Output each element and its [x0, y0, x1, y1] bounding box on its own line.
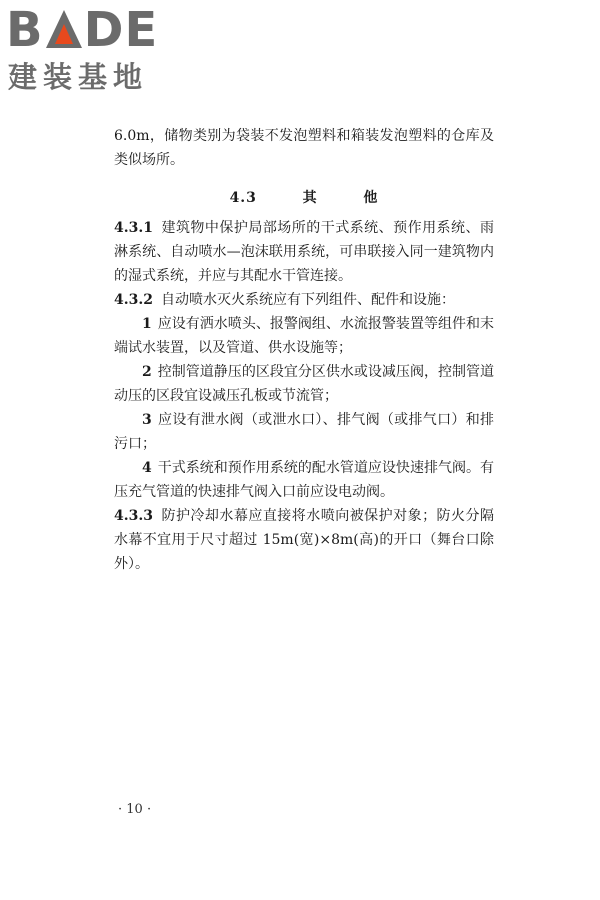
- clause-number: 4.3.3: [114, 508, 153, 524]
- clause-number: 4.3.1: [114, 220, 153, 236]
- clause-4-3-2: [114, 288, 494, 312]
- clause-number: 4.3.2: [114, 292, 153, 308]
- item-number: 2: [142, 364, 152, 380]
- item-number: 1: [142, 316, 152, 332]
- clause-item-3: [114, 408, 494, 456]
- item-text: 应设有泄水阀（或泄水口）、排气阀（或排气口）和排污口；: [114, 412, 494, 452]
- page-number: · 10 ·: [118, 802, 152, 817]
- clause-4-3-3: [114, 504, 494, 576]
- logo-a-triangle-icon: [44, 8, 84, 48]
- item-text: 应设有洒水喷头、报警阀组、水流报警装置等组件和末端试水装置，以及管道、供水设施等；: [114, 316, 494, 356]
- clause-item-2: [114, 360, 494, 408]
- item-number: 4: [142, 460, 152, 476]
- clause-4-3-1: [114, 216, 494, 288]
- clause-text: 自动喷水灭火系统应有下列组件、配件和设施：: [160, 292, 455, 308]
- logo: [6, 4, 182, 94]
- logo-letters-de: DE: [83, 2, 159, 58]
- logo-wordmark: [6, 4, 182, 56]
- logo-letter-a: [44, 8, 84, 46]
- logo-letter-b: B: [6, 2, 44, 58]
- section-heading: [114, 186, 494, 210]
- clause-item-4: [114, 456, 494, 504]
- intro-paragraph: 6.0m，储物类别为袋装不发泡塑料和箱装发泡塑料的仓库及类似场所。: [114, 128, 494, 168]
- item-text: 控制管道静压的区段宜分区供水或设减压阀，控制管道动压的区段宜设减压孔板或节流管；: [114, 364, 494, 404]
- item-number: 3: [142, 412, 152, 428]
- logo-tagline: 建装基地: [8, 60, 149, 94]
- clause-item-1: [114, 312, 494, 360]
- section-number: 4.3: [229, 190, 257, 206]
- section-title-part-1: 其: [302, 190, 318, 206]
- item-text: 干式系统和预作用系统的配水管道应设快速排气阀。有压充气管道的快速排气阀入口前应设电动阀。: [114, 460, 494, 500]
- section-title-part-2: 他: [363, 190, 379, 206]
- clause-text: 建筑物中保护局部场所的干式系统、预作用系统、雨淋系统、自动喷水—泡沫联用系统，可串联接入同一建筑物内的湿式系统，并应与其配水干管连接。: [114, 220, 494, 284]
- clause-text: 防护冷却水幕应直接将水喷向被保护对象；防火分隔水幕不宜用于尺寸超过 15m(宽)×8m(高)的开口（舞台口除外）。: [114, 508, 494, 572]
- document-body: [114, 124, 494, 576]
